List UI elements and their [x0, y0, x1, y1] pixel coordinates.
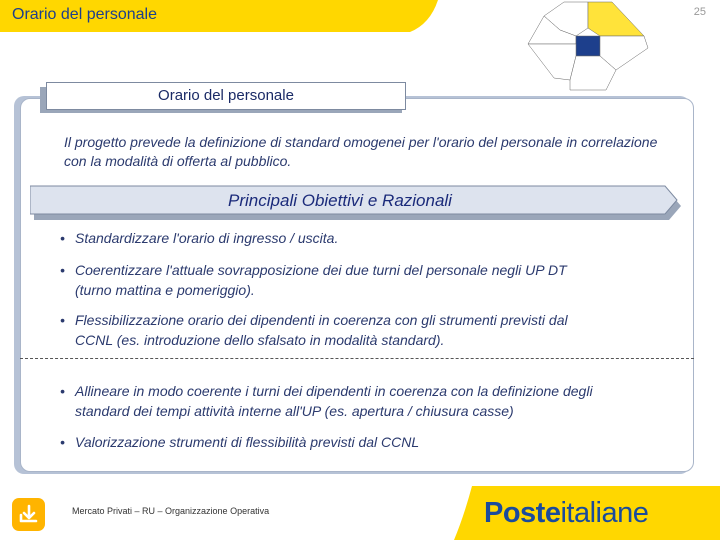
logo-bold: Poste — [484, 497, 561, 529]
objectives-list — [58, 228, 688, 452]
objectives-title: Principali Obiettivi e Razionali — [228, 191, 452, 210]
bullet-line: Valorizzazione strumenti di flessibilità previsti dal CCNL — [75, 434, 420, 450]
hex-segment-top-right[interactable] — [588, 2, 644, 36]
list-item — [58, 228, 688, 248]
bullet-line: Allineare in modo coerente i turni dei dipendenti in coerenza con la definizione degli — [75, 383, 593, 399]
bullet-icon: • — [60, 312, 65, 328]
logo-light: italiane — [560, 497, 649, 529]
bullet-line: standard dei tempi attività interne all'UP (es. apertura / chiusura casse) — [75, 403, 514, 419]
bullet-line: Flessibilizzazione orario dei dipendenti in coerenza con gli strumenti previsti dal — [75, 312, 568, 328]
list-item — [58, 432, 688, 452]
hex-segment-bottom-left[interactable] — [528, 44, 576, 80]
hex-diagram[interactable] — [520, 0, 656, 92]
dashed-divider — [20, 358, 694, 359]
arrow-down-icon[interactable] — [12, 498, 45, 531]
hex-segment-center[interactable] — [576, 36, 600, 56]
bullet-line: CCNL (es. introduzione dello sfalsato in modalità standard). — [75, 332, 445, 348]
header-title: Orario del personale — [12, 6, 157, 23]
bullet-icon: • — [60, 383, 65, 399]
list-item — [58, 260, 688, 300]
list-item — [58, 310, 688, 350]
list-item — [58, 381, 688, 421]
card-title: Orario del personale — [158, 87, 294, 104]
bullet-line: Standardizzare l'orario di ingresso / uscita. — [75, 230, 339, 246]
intro-text: Il progetto prevede la definizione di standard omogenei per l'orario del personale in correlazione con la modalità di offerta al pubblico. — [64, 134, 658, 169]
page-number: 25 — [693, 6, 706, 18]
bullet-line: (turno mattina e pomeriggio). — [75, 282, 255, 298]
bullet-icon: • — [60, 434, 65, 450]
poste-italiane-logo — [484, 493, 648, 533]
bullet-icon: • — [60, 262, 65, 278]
title-box — [46, 82, 406, 110]
bullet-line: Coerentizzare l'attuale sovrapposizione dei due turni del personale negli UP DT — [75, 262, 567, 278]
bullet-icon: • — [60, 230, 65, 246]
footer-text: Mercato Privati – RU – Organizzazione Operativa — [72, 506, 270, 516]
